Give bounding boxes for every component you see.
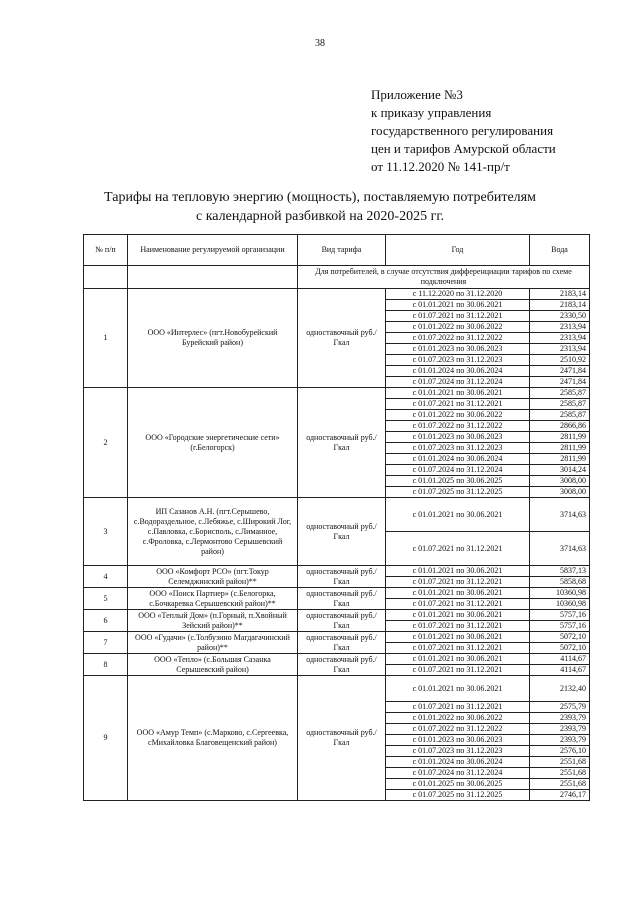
empty-cell bbox=[128, 266, 298, 289]
value-cell: 2132,40 bbox=[530, 676, 590, 702]
period-cell: с 01.07.2024 по 31.12.2024 bbox=[386, 465, 530, 476]
header-type: Вид тарифа bbox=[298, 235, 386, 266]
tariff-type: одноставочный руб./Гкал bbox=[298, 676, 386, 801]
value-cell: 5757,16 bbox=[530, 610, 590, 621]
org-name: ООО «Поиск Партнер» (с.Белогорка, с.Бочкаревка Серышевский район)** bbox=[128, 588, 298, 610]
org-name: ООО «Гудачи» (с.Толбузино Магдагачинский район)** bbox=[128, 632, 298, 654]
table-row bbox=[84, 654, 590, 665]
value-cell: 2393,79 bbox=[530, 724, 590, 735]
value-cell: 2393,79 bbox=[530, 713, 590, 724]
appendix-line: к приказу управления bbox=[371, 105, 492, 120]
period-cell: с 01.01.2021 по 30.06.2021 bbox=[386, 300, 530, 311]
period-cell: с 01.01.2022 по 30.06.2022 bbox=[386, 713, 530, 724]
org-number: 5 bbox=[84, 588, 128, 610]
period-cell: с 01.01.2021 по 30.06.2021 bbox=[386, 498, 530, 532]
value-cell: 2811,99 bbox=[530, 454, 590, 465]
document-title bbox=[40, 188, 600, 226]
value-cell: 10360,98 bbox=[530, 599, 590, 610]
value-cell: 2575,79 bbox=[530, 702, 590, 713]
org-number: 9 bbox=[84, 676, 128, 801]
value-cell: 3008,00 bbox=[530, 487, 590, 498]
period-cell: с 01.01.2023 по 30.06.2023 bbox=[386, 735, 530, 746]
period-cell: с 01.07.2021 по 31.12.2021 bbox=[386, 532, 530, 566]
period-cell: с 01.07.2023 по 31.12.2023 bbox=[386, 746, 530, 757]
period-cell: с 01.07.2021 по 31.12.2021 bbox=[386, 665, 530, 676]
period-cell: с 01.07.2021 по 31.12.2021 bbox=[386, 621, 530, 632]
org-number: 1 bbox=[84, 289, 128, 388]
org-name: ООО «Интерлес» (пгт.Новобурейский Бурейский район) bbox=[128, 289, 298, 388]
value-cell: 2576,10 bbox=[530, 746, 590, 757]
org-number: 6 bbox=[84, 610, 128, 632]
period-cell: с 01.07.2022 по 31.12.2022 bbox=[386, 421, 530, 432]
table-row bbox=[84, 676, 590, 702]
period-cell: с 01.07.2021 по 31.12.2021 bbox=[386, 643, 530, 654]
period-cell: с 01.01.2024 по 30.06.2024 bbox=[386, 454, 530, 465]
value-cell: 2471,84 bbox=[530, 377, 590, 388]
appendix-line: от 11.12.2020 № 141-пр/т bbox=[371, 159, 510, 174]
value-cell: 10360,98 bbox=[530, 588, 590, 599]
table-note: Для потребителей, в случае отсутствия дифференциации тарифов по схеме подключения bbox=[298, 266, 590, 289]
period-cell: с 11.12.2020 по 31.12.2020 bbox=[386, 289, 530, 300]
period-cell: с 01.07.2024 по 31.12.2024 bbox=[386, 768, 530, 779]
tariff-type: одноставочный руб./Гкал bbox=[298, 388, 386, 498]
value-cell: 4114,67 bbox=[530, 654, 590, 665]
value-cell: 3714,63 bbox=[530, 532, 590, 566]
org-number: 8 bbox=[84, 654, 128, 676]
period-cell: с 01.07.2022 по 31.12.2022 bbox=[386, 724, 530, 735]
table-row bbox=[84, 588, 590, 599]
period-cell: с 01.01.2021 по 30.06.2021 bbox=[386, 676, 530, 702]
value-cell: 2183,14 bbox=[530, 289, 590, 300]
value-cell: 5837,13 bbox=[530, 566, 590, 577]
table-row bbox=[84, 566, 590, 577]
period-cell: с 01.07.2021 по 31.12.2021 bbox=[386, 577, 530, 588]
period-cell: с 01.01.2025 по 30.06.2025 bbox=[386, 779, 530, 790]
tariff-type: одноставочный руб./Гкал bbox=[298, 632, 386, 654]
appendix-line: государственного регулирования bbox=[371, 123, 554, 138]
period-cell: с 01.01.2021 по 30.06.2021 bbox=[386, 566, 530, 577]
header-num: № п/п bbox=[84, 235, 128, 266]
table-row bbox=[84, 388, 590, 399]
period-cell: с 01.01.2023 по 30.06.2023 bbox=[386, 432, 530, 443]
org-name: ООО «Комфорт РСО» (пгт.Токур Селемджинский район)** bbox=[128, 566, 298, 588]
tariff-type: одноставочный руб./Гкал bbox=[298, 610, 386, 632]
value-cell: 2551,68 bbox=[530, 757, 590, 768]
value-cell: 2313,94 bbox=[530, 322, 590, 333]
period-cell: с 01.01.2024 по 30.06.2024 bbox=[386, 366, 530, 377]
page-number: 38 bbox=[315, 38, 325, 49]
org-name: ООО «Амур Темп» (с.Марково, с.Сергеевка, сМихайловка Благовещенский район) bbox=[128, 676, 298, 801]
period-cell: с 01.07.2022 по 31.12.2022 bbox=[386, 333, 530, 344]
period-cell: с 01.07.2025 по 31.12.2025 bbox=[386, 790, 530, 801]
period-cell: с 01.01.2021 по 30.06.2021 bbox=[386, 588, 530, 599]
value-cell: 2471,84 bbox=[530, 366, 590, 377]
value-cell: 5757,16 bbox=[530, 621, 590, 632]
org-number: 7 bbox=[84, 632, 128, 654]
value-cell: 2551,68 bbox=[530, 768, 590, 779]
period-cell: с 01.01.2021 по 30.06.2021 bbox=[386, 654, 530, 665]
org-number: 4 bbox=[84, 566, 128, 588]
value-cell: 2510,92 bbox=[530, 355, 590, 366]
value-cell: 2811,99 bbox=[530, 432, 590, 443]
value-cell: 2811,99 bbox=[530, 443, 590, 454]
tariffs-table bbox=[83, 234, 590, 801]
value-cell: 2866,86 bbox=[530, 421, 590, 432]
tariff-type: одноставочный руб./Гкал bbox=[298, 289, 386, 388]
table-row bbox=[84, 289, 590, 300]
table-row bbox=[84, 632, 590, 643]
appendix-header bbox=[371, 86, 611, 176]
value-cell: 3714,63 bbox=[530, 498, 590, 532]
period-cell: с 01.01.2021 по 30.06.2021 bbox=[386, 632, 530, 643]
title-line: с календарной разбивкой на 2020-2025 гг. bbox=[196, 209, 444, 224]
value-cell: 2585,87 bbox=[530, 399, 590, 410]
tariff-type: одноставочный руб./Гкал bbox=[298, 588, 386, 610]
org-name: ИП Сазанов А.Н. (пгт.Серышево, с.Водораздельное, с.Лебяжье, с.Широкий Лог, с.Павловка, с.Борисполь, с.Лиманное, с.Фроловка, с.Лермонтово Серышевский район) bbox=[128, 498, 298, 566]
period-cell: с 01.07.2021 по 31.12.2021 bbox=[386, 399, 530, 410]
value-cell: 2746,17 bbox=[530, 790, 590, 801]
value-cell: 5072,10 bbox=[530, 643, 590, 654]
org-name: ООО «Городские энергетические сети» (г.Белогорск) bbox=[128, 388, 298, 498]
period-cell: с 01.01.2022 по 30.06.2022 bbox=[386, 410, 530, 421]
header-year: Год bbox=[386, 235, 530, 266]
title-line: Тарифы на тепловую энергию (мощность), поставляемую потребителям bbox=[104, 190, 536, 205]
period-cell: с 01.01.2025 по 30.06.2025 bbox=[386, 476, 530, 487]
org-number: 2 bbox=[84, 388, 128, 498]
value-cell: 2551,68 bbox=[530, 779, 590, 790]
period-cell: с 01.01.2021 по 30.06.2021 bbox=[386, 610, 530, 621]
period-cell: с 01.07.2021 по 31.12.2021 bbox=[386, 599, 530, 610]
period-cell: с 01.01.2024 по 30.06.2024 bbox=[386, 757, 530, 768]
note-row bbox=[84, 266, 590, 289]
value-cell: 2393,79 bbox=[530, 735, 590, 746]
appendix-line: Приложение №3 bbox=[371, 87, 463, 102]
empty-cell bbox=[84, 266, 128, 289]
period-cell: с 01.01.2021 по 30.06.2021 bbox=[386, 388, 530, 399]
value-cell: 2585,87 bbox=[530, 388, 590, 399]
value-cell: 3008,00 bbox=[530, 476, 590, 487]
tariff-type: одноставочный руб./Гкал bbox=[298, 498, 386, 566]
period-cell: с 01.07.2023 по 31.12.2023 bbox=[386, 355, 530, 366]
value-cell: 5858,68 bbox=[530, 577, 590, 588]
header-value: Вода bbox=[530, 235, 590, 266]
value-cell: 2183,14 bbox=[530, 300, 590, 311]
value-cell: 5072,10 bbox=[530, 632, 590, 643]
table-row bbox=[84, 498, 590, 532]
value-cell: 2330,50 bbox=[530, 311, 590, 322]
value-cell: 2313,94 bbox=[530, 344, 590, 355]
value-cell: 2313,94 bbox=[530, 333, 590, 344]
tariff-type: одноставочный руб./Гкал bbox=[298, 566, 386, 588]
tariff-type: одноставочный руб./Гкал bbox=[298, 654, 386, 676]
period-cell: с 01.07.2021 по 31.12.2021 bbox=[386, 702, 530, 713]
table-row bbox=[84, 610, 590, 621]
value-cell: 2585,87 bbox=[530, 410, 590, 421]
org-number: 3 bbox=[84, 498, 128, 566]
value-cell: 4114,67 bbox=[530, 665, 590, 676]
org-name: ООО «Тепло» (с.Большая Сазанка Серышевский район) bbox=[128, 654, 298, 676]
period-cell: с 01.07.2023 по 31.12.2023 bbox=[386, 443, 530, 454]
period-cell: с 01.01.2022 по 30.06.2022 bbox=[386, 322, 530, 333]
period-cell: с 01.07.2024 по 31.12.2024 bbox=[386, 377, 530, 388]
header-name: Наименование регулируемой организации bbox=[128, 235, 298, 266]
value-cell: 3014,24 bbox=[530, 465, 590, 476]
appendix-line: цен и тарифов Амурской области bbox=[371, 141, 556, 156]
org-name: ООО «Теплый Дом» (п.Горный, п.Хвойный Зейский район)** bbox=[128, 610, 298, 632]
period-cell: с 01.07.2021 по 31.12.2021 bbox=[386, 311, 530, 322]
table-body bbox=[84, 266, 590, 801]
period-cell: с 01.01.2023 по 30.06.2023 bbox=[386, 344, 530, 355]
period-cell: с 01.07.2025 по 31.12.2025 bbox=[386, 487, 530, 498]
